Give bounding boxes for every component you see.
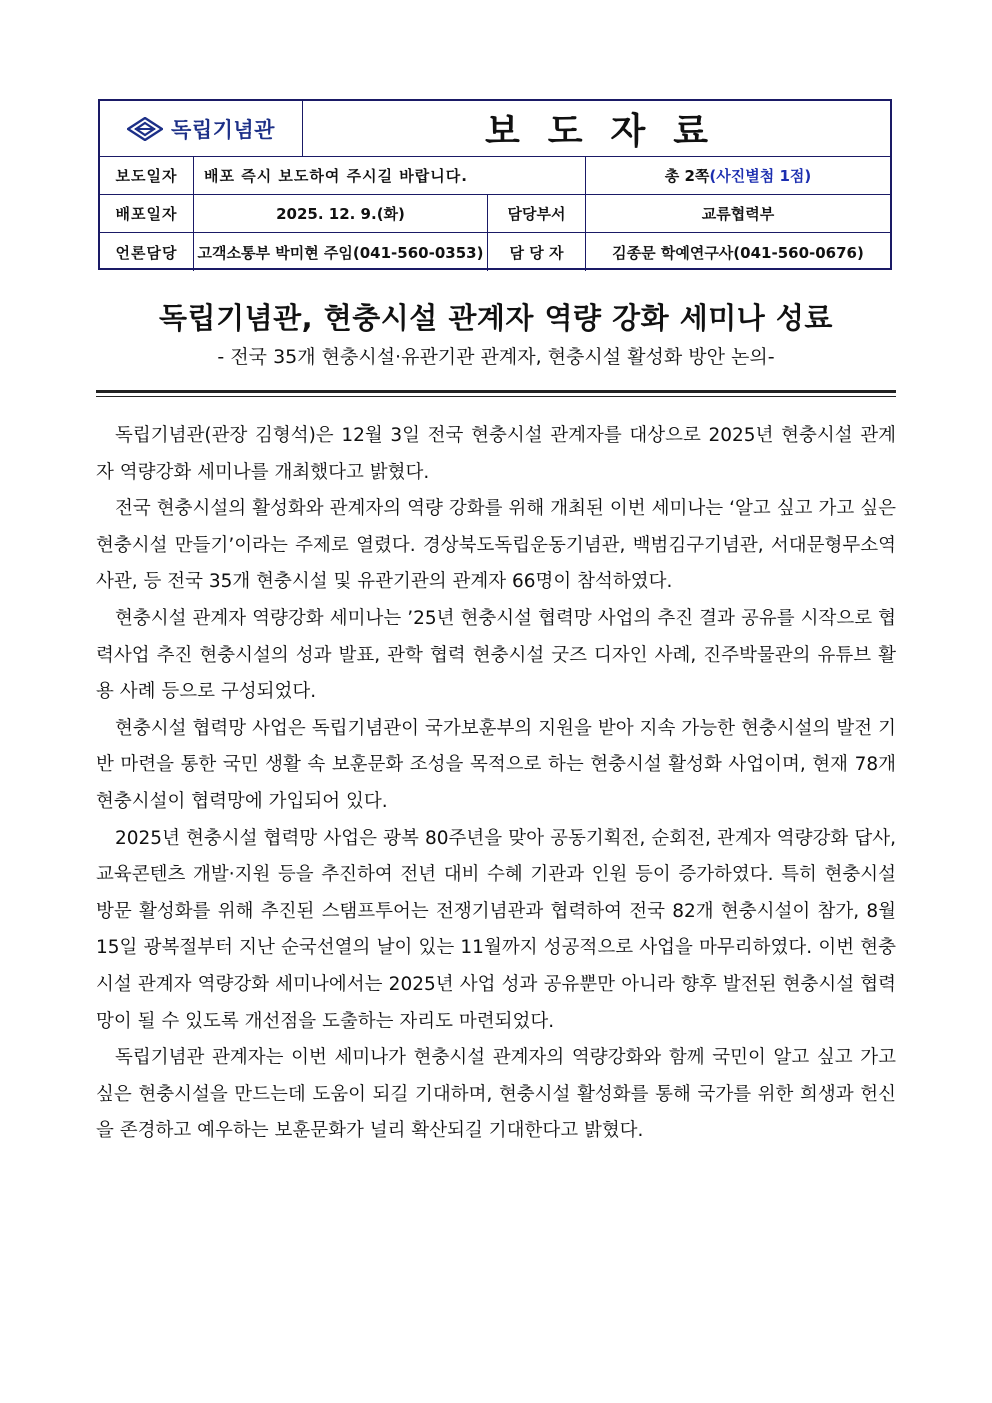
person-in-charge-label: 담 당 자 — [488, 233, 586, 271]
paragraph: 독립기념관 관계자는 이번 세미나가 현충시설 관계자의 역량강화와 함께 국민이 알고 싶고 가고 싶은 현충시설을 만드는데 도움이 되길 기대하며, 현충시설 활성화를 통해 국가를 위한 희생과 헌신을 존경하고 예우하는 보훈문화가 널리 확산되길 기대한다고 밝혔다. — [96, 1047, 896, 1142]
header-row-distribution — [100, 195, 890, 233]
article-body — [96, 418, 896, 1150]
department-value: 교류협력부 — [701, 205, 775, 223]
distribution-date-label: 배포일자 — [100, 195, 194, 232]
paragraph: 현충시설 협력망 사업은 독립기념관이 국가보훈부의 지원을 받아 지속 가능한 현충시설의 발전 기반 마련을 통한 국민 생활 속 보훈문화 조성을 목적으로 하는 현충시설 활성화 사업이며, 현재 78개 현충시설이 협력망에 가입되어 있다. — [96, 717, 896, 812]
page-count-text: 총 2쪽 — [664, 167, 710, 185]
press-contact-label: 언론담당 — [100, 233, 194, 271]
logo-text: 독립기념관 — [171, 117, 275, 142]
press-contact-value: 고객소통부 박미현 주임(041-560-0353) — [194, 233, 488, 271]
document-title: 보도자료 — [484, 111, 737, 152]
page-count — [586, 157, 890, 194]
header-row-contact — [100, 233, 890, 271]
press-header-table — [98, 99, 892, 270]
independence-hall-logo-icon — [127, 117, 163, 141]
paragraph: 현충시설 관계자 역량강화 세미나는 ’25년 현충시설 협력망 사업의 추진 결과 공유를 시작으로 협력사업 추진 현충시설의 성과 발표, 관학 협력 현충시설 굿즈 디자인 사례, 진주박물관의 유튜브 활용 사례 등으로 구성되었다. — [96, 607, 896, 703]
report-date-label: 보도일자 — [100, 157, 194, 194]
subheadline: - 전국 35개 현충시설·유관기관 관계자, 현충시설 활성화 방안 논의- — [217, 346, 775, 368]
paragraph: 독립기념관(관장 김형석)은 12월 3일 전국 현충시설 관계자를 대상으로 2025년 현충시설 관계자 역량강화 세미나를 개최했다고 밝혔다. — [96, 425, 896, 483]
distribution-date-value: 2025. 12. 9.(화) — [194, 195, 488, 232]
divider-thin — [96, 396, 896, 397]
department-label: 담당부서 — [488, 195, 586, 232]
paragraph: 2025년 현충시설 협력망 사업은 광복 80주년을 맞아 공동기획전, 순회전, 관계자 역량강화 답사, 교육콘텐츠 개발·지원 등을 추진하여 전년 대비 수혜 기관과 인원 등이 증가하였다. 특히 현충시설 방문 활성화를 위해 추진된 스탬프투어는 전쟁기념관과 협력하여 전국 82개 현충시설이 참가, 8월 15일 광복절부터 지난 순국선열의 날이 있는 11월까지 성공적으로 사업을 마무리하였다. 이번 현충시설 관계자 역량강화 세미나에서는 2025년 사업 성과 공유뿐만 아니라 향후 발전된 현충시설 협력망이 될 수 있도록 개선점을 도출하는 자리도 마련되었다. — [96, 827, 896, 1032]
photo-attachment-note: (사진별첨 1점) — [709, 167, 812, 185]
headline: 독립기념관, 현충시설 관계자 역량 강화 세미나 성료 — [159, 301, 833, 335]
person-in-charge-value: 김종문 학예연구사(041-560-0676) — [612, 243, 864, 262]
header-top-row — [100, 101, 890, 157]
divider-thick — [96, 390, 896, 393]
header-row-report-date — [100, 157, 890, 195]
paragraph: 전국 현충시설의 활성화와 관계자의 역량 강화를 위해 개최된 이번 세미나는 ‘알고 싶고 가고 싶은 현충시설 만들기’이라는 주제로 열렸다. 경상북도독립운동기념관, 백범김구기념관, 서대문형무소역사관, 등 전국 35개 현충시설 및 유관기관의 관계자 66명이 참석하였다. — [96, 498, 896, 593]
report-date-value: 배포 즉시 보도하여 주시길 바랍니다. — [194, 157, 586, 194]
logo — [100, 101, 303, 156]
